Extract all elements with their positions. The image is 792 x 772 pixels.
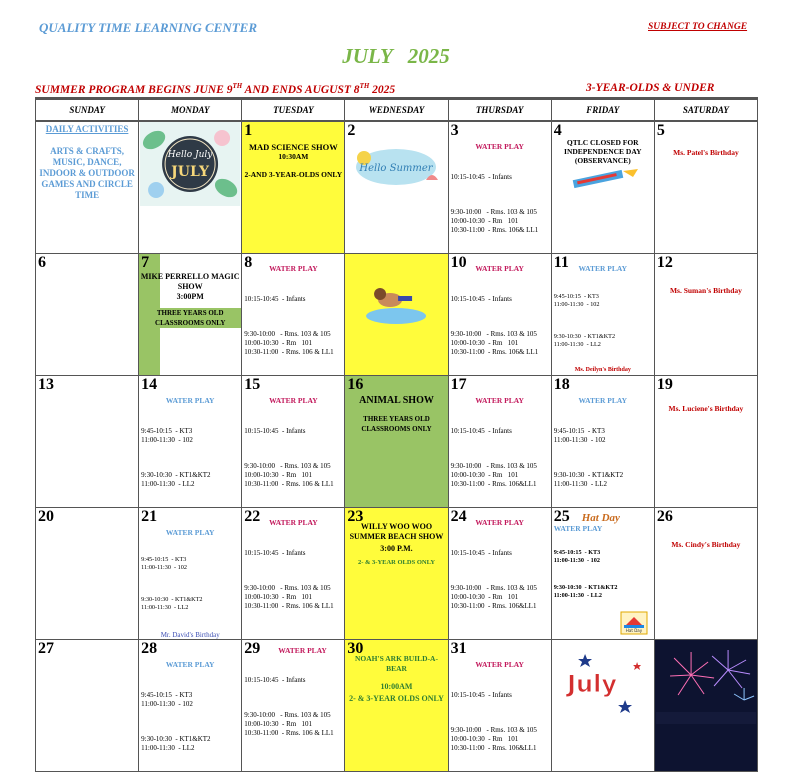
- schedule: 10:15-10:45 - Infants 9:30-10:00 - Rms. 103 & 105 10:00-10:30 - Rm 101 10:30-11:00 - Rms. 106& LL1: [450, 173, 539, 234]
- schedule: 9:45-10:15 - KT3 11:00-11:30 - 102 9:30-10:30 - KT1&KT2 11:00-11:30 - LL2: [553, 427, 624, 488]
- weekday-sunday: SUNDAY: [36, 99, 139, 122]
- day-cell-17: [448, 376, 551, 508]
- day-cell-4: [551, 121, 654, 254]
- closure-notice: QTLC CLOSED FOR INDEPENDENCE DAY (OBSERVANCE): [564, 138, 642, 165]
- event-time: 3:00 P.M.: [380, 544, 413, 553]
- water-play-label: WATER PLAY: [475, 264, 524, 273]
- daily-activities-cell: [36, 121, 139, 254]
- schedule: 10:15-10:45 - Infants 9:30-10:00 - Rms. 103 & 105 10:00-10:30 - Rm 101 10:30-11:00 - Rms. 106 & LL1: [244, 676, 334, 737]
- hello-july-image: [139, 122, 241, 206]
- day-number: 7: [141, 254, 150, 271]
- day-cell-29: [242, 640, 345, 772]
- schedule: 9:45-10:15 - KT3 11:00-11:30 - 102 9:30-10:30 - KT1&KT2 11:00-11:30 - LL2: [141, 556, 203, 611]
- day-cell-30: [345, 640, 448, 772]
- birthday-note: Ms. Cindy's Birthday: [671, 540, 741, 549]
- day-cell-3: [448, 121, 551, 254]
- schedule: 10:15-10:45 - Infants 9:30-10:00 - Rms. 103 & 105 10:00-10:30 - Rm 101 10:30-11:00 - Rms. 106&LL1: [450, 549, 537, 610]
- schedule: 9:45-10:15 - KT3 11:00-11:30 - 102 9:30-10:30 - KT1&KT2 11:00-11:30 - LL2: [553, 293, 616, 348]
- day-number: 30: [347, 640, 364, 657]
- water-play-label: WATER PLAY: [578, 396, 628, 405]
- fireworks-image-cell: [654, 640, 757, 772]
- water-play-label: WATER PLAY: [578, 264, 628, 273]
- weekday-thursday: THURSDAY: [448, 99, 551, 122]
- week-row: [36, 254, 758, 376]
- pool-image-cell: [345, 254, 448, 376]
- hat-day-card-text: Hat Day: [625, 628, 642, 633]
- water-play-label: WATER PLAY: [475, 396, 524, 405]
- birthday-note: Ms. Deilyn's Birthday: [574, 367, 631, 373]
- event-note: 2- & 3-YEAR OLDS ONLY: [349, 694, 444, 703]
- day-number: 3: [450, 122, 459, 139]
- weekday-tuesday: TUESDAY: [242, 99, 345, 122]
- water-play-label: WATER PLAY: [165, 528, 215, 537]
- summer-program-banner: SUMMER PROGRAM BEGINS JUNE 9TH AND ENDS AUGUST 8TH 2025: [35, 82, 396, 96]
- water-play-label: WATER PLAY: [269, 396, 318, 405]
- day-number: 20: [38, 508, 54, 525]
- july-logo-image: [552, 640, 654, 724]
- day-cell-20: [36, 508, 139, 640]
- day-cell-13: [36, 376, 139, 508]
- birthday-note: Mr. David's Birthday: [160, 631, 220, 639]
- day-number: 11: [553, 254, 569, 271]
- calendar-grid: [35, 97, 758, 772]
- svg-text:JULY: JULY: [171, 164, 210, 180]
- day-cell-19: [654, 376, 757, 508]
- day-number: 28: [141, 640, 158, 657]
- day-number: 1: [244, 122, 253, 139]
- schedule: 9:45-10:15 - KT3 11:00-11:30 - 102 9:30-10:30 - KT1&KT2 11:00-11:30 - LL2: [141, 691, 211, 752]
- weekday-saturday: SATURDAY: [654, 99, 757, 122]
- water-play-label: WATER PLAY: [269, 518, 318, 527]
- week-row: [36, 508, 758, 640]
- hello-july-text: Hello July: [167, 150, 213, 160]
- event-time: 3:00PM: [176, 292, 204, 301]
- day-cell-11: [551, 254, 654, 376]
- event-note: 2-AND 3-YEAR-OLDS ONLY: [244, 170, 343, 179]
- day-cell-22: [242, 508, 345, 640]
- day-number: 21: [141, 508, 158, 525]
- day-number: 25: [553, 508, 570, 525]
- day-cell-15: [242, 376, 345, 508]
- day-cell-7: [139, 254, 242, 376]
- week-row: [36, 640, 758, 772]
- water-play-label: WATER PLAY: [165, 396, 215, 405]
- day-number: 13: [38, 376, 54, 393]
- weekday-header-row: [36, 99, 758, 122]
- day-number: 10: [450, 254, 467, 271]
- water-play-label: WATER PLAY: [553, 524, 603, 533]
- water-play-label: WATER PLAY: [475, 660, 524, 669]
- center-name: QUALITY TIME LEARNING CENTER: [39, 20, 258, 35]
- schedule: 10:15-10:45 - Infants 9:30-10:00 - Rms. 103 & 105 10:00-10:30 - Rm 101 10:30-11:00 - Rms. 106 & LL1: [244, 295, 334, 356]
- day-number: 4: [553, 122, 562, 139]
- birthday-note: Ms. Patel's Birthday: [673, 148, 739, 157]
- birthday-note: Ms. Suman's Birthday: [669, 286, 742, 295]
- kid-swimming-icon: [345, 254, 447, 338]
- hello-july-image-cell: [139, 121, 242, 254]
- july-logo-image-cell: [551, 640, 654, 772]
- schedule: 9:45-10:15 - KT3 11:00-11:30 - 102 9:30-10:30 - KT1&KT2 11:00-11:30 - LL2: [141, 427, 211, 488]
- day-number: 6: [38, 254, 46, 271]
- schedule: 10:15-10:45 - Infants 9:30-10:00 - Rms. 103 & 105 10:00-10:30 - Rm 101 10:30-11:00 - Rms. 106 & LL1: [244, 427, 334, 488]
- day-number: 14: [141, 376, 158, 393]
- birthday-note: Ms. Luciene's Birthday: [668, 404, 744, 413]
- day-cell-6: [36, 254, 139, 376]
- event-note: 2- & 3-YEAR OLDS ONLY: [357, 559, 436, 566]
- water-play-label: WATER PLAY: [475, 518, 524, 527]
- day-cell-12: [654, 254, 757, 376]
- event-note: THREE YEARS OLD CLASSROOMS ONLY: [139, 308, 241, 328]
- schedule: 10:15-10:45 - Infants 9:30-10:00 - Rms. 103 & 105 10:00-10:30 - Rm 101 10:30-11:00 - Rms. 106&LL1: [450, 691, 537, 752]
- event-title: WILLY WOO WOO SUMMER BEACH SHOW: [349, 522, 444, 541]
- day-cell-27: [36, 640, 139, 772]
- hat-day-card-image: [620, 611, 648, 635]
- event-title: MIKE PERRELLO MAGIC SHOW: [140, 272, 240, 291]
- day-cell-24: [448, 508, 551, 640]
- hat-day-label: Hat Day: [581, 512, 620, 524]
- day-number: 18: [553, 376, 570, 393]
- schedule: 10:15-10:45 - Infants 9:30-10:00 - Rms. 103 & 105 10:00-10:30 - Rm 101 10:30-11:00 - Rms. 106 & LL1: [244, 549, 334, 610]
- day-cell-23: [345, 508, 448, 640]
- day-number: 5: [656, 122, 665, 139]
- water-play-label: WATER PLAY: [278, 646, 327, 655]
- schedule: 10:15-10:45 - Infants 9:30-10:00 - Rms. 103 & 105 10:00-10:30 - Rm 101 10:30-11:00 - Rms. 106&LL1: [450, 427, 537, 488]
- day-cell-25: [551, 508, 654, 640]
- day-number: 31: [450, 640, 467, 657]
- day-cell-14: [139, 376, 242, 508]
- day-cell-31: [448, 640, 551, 772]
- day-number: 23: [347, 508, 364, 525]
- event-note: THREE YEARS OLD CLASSROOMS ONLY: [361, 415, 432, 433]
- day-number: 19: [656, 376, 673, 393]
- day-number: 8: [244, 254, 253, 271]
- day-number: 27: [38, 640, 54, 657]
- daily-activities-list: ARTS & CRAFTS, MUSIC, DANCE, INDOOR & OUTDOOR GAMES AND CIRCLE TIME: [39, 146, 135, 200]
- july-logo-text: July: [566, 670, 617, 698]
- day-cell-28: [139, 640, 242, 772]
- fireworks-image: [655, 640, 757, 724]
- day-number: 17: [450, 376, 467, 393]
- water-play-label: WATER PLAY: [475, 142, 524, 151]
- day-cell-2: [345, 121, 448, 254]
- day-number: 12: [656, 254, 673, 271]
- day-number: 29: [244, 640, 261, 657]
- day-number: 16: [347, 376, 364, 393]
- day-cell-5: [654, 121, 757, 254]
- schedule: 10:15-10:45 - Infants 9:30-10:00 - Rms. 103 & 105 10:00-10:30 - Rm 101 10:30-11:00 - Rms. 106& LL1: [450, 295, 539, 356]
- water-play-label: WATER PLAY: [269, 264, 318, 273]
- weekday-friday: FRIDAY: [551, 99, 654, 122]
- day-number: 26: [656, 508, 673, 525]
- event-title: ANIMAL SHOW: [359, 395, 434, 406]
- day-cell-26: [654, 508, 757, 640]
- week-row: [36, 376, 758, 508]
- hello-summer-text: Hello Summer: [359, 163, 434, 174]
- day-cell-1: [242, 121, 345, 254]
- day-cell-8: [242, 254, 345, 376]
- schedule: 9:45-10:15 - KT3 11:00-11:30 - 102 9:30-10:30 - KT1&KT2 11:00-11:30 - LL2: [553, 549, 618, 599]
- event-title: NOAH'S ARK BUILD-A-BEAR: [355, 654, 438, 673]
- day-number: 15: [244, 376, 261, 393]
- subject-to-change-note: SUBJECT TO CHANGE: [648, 22, 748, 32]
- day-cell-16: [345, 376, 448, 508]
- day-number: 22: [244, 508, 261, 525]
- water-play-label: WATER PLAY: [165, 660, 215, 669]
- weekday-monday: MONDAY: [139, 99, 242, 122]
- day-cell-18: [551, 376, 654, 508]
- day-cell-21: [139, 508, 242, 640]
- hello-summer-image: [346, 142, 446, 192]
- daily-activities-title: DAILY ACTIVITIES: [45, 124, 129, 134]
- day-cell-10: [448, 254, 551, 376]
- day-number: 24: [450, 508, 467, 525]
- weekday-wednesday: WEDNESDAY: [345, 99, 448, 122]
- day-number: 2: [347, 122, 356, 139]
- age-group-label: 3-YEAR-OLDS & UNDER: [586, 82, 715, 94]
- beach-chair-icon: [563, 167, 643, 189]
- calendar-title: JULY 2025: [342, 44, 450, 68]
- event-title: MAD SCIENCE SHOW: [248, 142, 338, 152]
- event-time: 10:00AM: [380, 682, 413, 691]
- week-row: [36, 121, 758, 254]
- event-time: 10:30AM: [278, 152, 309, 161]
